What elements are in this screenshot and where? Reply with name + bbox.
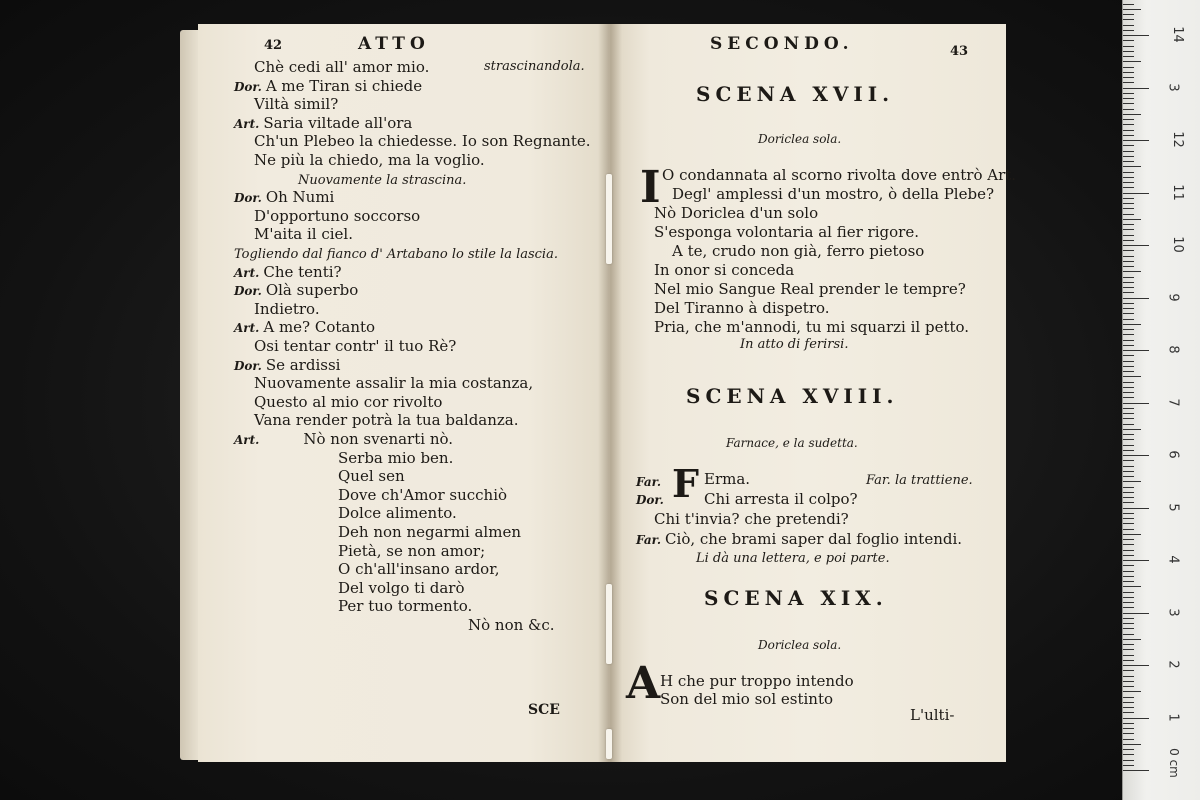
ruler-tick — [1123, 329, 1134, 330]
ruler-tick — [1123, 513, 1134, 514]
ruler-number: 12 — [1169, 131, 1185, 148]
scene-18-title: SCENA XVIII. — [686, 384, 899, 408]
left-line — [338, 504, 457, 522]
ruler-tick — [1123, 413, 1134, 414]
line-text: M'aita il ciel. — [254, 225, 353, 244]
left-line — [254, 132, 591, 150]
open-book — [180, 24, 1017, 762]
ruler-tick — [1123, 670, 1134, 671]
ruler-tick — [1123, 450, 1134, 451]
ruler-tick — [1123, 177, 1134, 178]
scene-18-line-2 — [636, 490, 668, 509]
ruler-tick — [1123, 46, 1134, 47]
left-page — [198, 24, 610, 762]
ruler-tick — [1123, 754, 1134, 755]
ruler-tick — [1123, 544, 1134, 545]
ruler-tick — [1123, 576, 1134, 577]
ruler-tick — [1123, 61, 1141, 62]
speaker-label: Dor. — [234, 284, 262, 299]
ruler-tick — [1123, 707, 1134, 708]
speaker-label: Far. — [636, 475, 662, 489]
ruler-tick — [1123, 256, 1134, 257]
ruler-tick — [1123, 481, 1141, 482]
ruler-tick — [1123, 529, 1134, 530]
ruler-tick — [1123, 56, 1134, 57]
ruler-tick — [1123, 723, 1134, 724]
ruler-tick — [1123, 77, 1134, 78]
ruler-tick — [1123, 550, 1134, 551]
ruler-tick — [1123, 140, 1149, 141]
left-catchword: SCE — [528, 702, 560, 718]
line-text: Dove ch'Amor succhiò — [338, 485, 508, 504]
ruler-tick — [1123, 313, 1134, 314]
ruler-tick — [1123, 623, 1134, 624]
line-text: Chè cedi all' amor mio. — [254, 58, 430, 76]
left-line — [254, 225, 353, 243]
line-text: Che tenti? — [263, 262, 342, 281]
left-line — [234, 263, 342, 282]
line-text: Nò non svenarti nò. — [303, 430, 454, 448]
ruler-tick — [1123, 681, 1134, 682]
left-line — [254, 393, 442, 411]
ruler-tick — [1123, 408, 1134, 409]
scene-17-line: Del Tiranno à dispetro. — [654, 299, 830, 317]
ruler-tick — [1123, 728, 1134, 729]
ruler-tick — [1123, 98, 1134, 99]
left-line — [234, 318, 375, 337]
left-line — [254, 151, 485, 169]
ruler-tick — [1123, 345, 1134, 346]
ruler-tick — [1123, 287, 1134, 288]
ruler-tick — [1123, 392, 1134, 393]
speaker-label: Far. — [636, 533, 662, 547]
ruler-tick — [1123, 760, 1134, 761]
ruler-tick — [1123, 361, 1134, 362]
ruler-number: 6 — [1165, 450, 1181, 459]
scene-18-line-4 — [636, 530, 962, 549]
ruler-tick — [1123, 182, 1134, 183]
scene-18-dropcap: F — [672, 461, 699, 506]
ruler-tick — [1123, 502, 1134, 503]
ruler-tick — [1123, 466, 1134, 467]
scene-18-stage-1: Far. la trattiene. — [866, 473, 973, 488]
ruler-tick — [1123, 9, 1141, 10]
ruler-number: 8 — [1165, 345, 1181, 354]
ruler-tick — [1123, 172, 1134, 173]
scene-18-stage-2: Li dà una lettera, e poi parte. — [696, 551, 890, 566]
ruler-tick — [1123, 82, 1134, 83]
line-text: Nuovamente la strascina. — [298, 172, 467, 188]
ruler-number: 7 — [1165, 397, 1181, 407]
ruler-tick — [1123, 88, 1149, 89]
ruler-tick — [1123, 103, 1134, 104]
ruler-tick — [1123, 266, 1134, 267]
left-line — [254, 300, 320, 318]
line-text: Ciò, che brami saper dal foglio intendi. — [665, 530, 963, 548]
ruler-number: 2 — [1165, 660, 1181, 669]
ruler-tick — [1123, 93, 1134, 94]
left-line — [254, 207, 420, 225]
left-line — [338, 486, 507, 504]
left-line — [234, 430, 453, 449]
left-line — [234, 244, 558, 264]
line-text: Quel sen — [338, 467, 405, 486]
left-line — [234, 281, 358, 300]
scene-17-dropcap: I — [640, 162, 661, 213]
ruler-tick — [1123, 571, 1134, 572]
ruler-tick — [1123, 492, 1134, 493]
ruler-tick — [1123, 434, 1134, 435]
ruler-tick — [1123, 628, 1134, 629]
ruler-tick — [1123, 429, 1141, 430]
ruler-tick — [1123, 697, 1134, 698]
ruler-tick — [1123, 387, 1134, 388]
ruler-tick — [1123, 382, 1134, 383]
ruler-tick — [1123, 72, 1134, 73]
ruler-tick — [1123, 240, 1134, 241]
ruler-tick — [1123, 219, 1141, 220]
stage-direction: strascinandola. — [484, 59, 585, 74]
ruler-tick — [1123, 686, 1134, 687]
line-text: Serba mio ben. — [338, 448, 454, 467]
line-text: Togliendo dal fianco d' Artabano lo stile la lascia. — [234, 247, 558, 262]
ruler-tick — [1123, 334, 1134, 335]
ruler-number: 14 — [1169, 26, 1185, 43]
ruler-tick — [1123, 460, 1134, 461]
ruler-tick — [1123, 397, 1134, 398]
ruler-tick — [1123, 161, 1134, 162]
line-text: Pietà, se non amor; — [338, 541, 486, 560]
ruler-tick — [1123, 198, 1134, 199]
speaker-label: Dor. — [234, 358, 262, 373]
speaker-label: Dor. — [636, 493, 664, 507]
ruler-tick — [1123, 151, 1134, 152]
ruler-tick — [1123, 109, 1134, 110]
scene-17-line: In onor si conceda — [654, 261, 795, 279]
ruler-tick — [1123, 19, 1134, 20]
ruler-tick — [1123, 739, 1134, 740]
scene-17-line: Pria, che m'annodi, tu mi squarzi il petto. — [654, 318, 970, 336]
ruler-tick — [1123, 555, 1134, 556]
line-text: Nò non &c. — [468, 616, 555, 634]
scene-17-line: Nò Doriclea d'un solo — [654, 204, 819, 222]
ruler-tick — [1123, 539, 1134, 540]
ruler-tick — [1123, 403, 1149, 404]
ruler-tick — [1123, 30, 1134, 31]
line-text: Per tuo tormento. — [338, 597, 473, 616]
line-text: Indietro. — [254, 299, 320, 318]
line-text: O ch'all'insano ardor, — [338, 560, 500, 579]
scene-19-line-2: Son del mio sol estinto — [660, 690, 834, 708]
line-text: A me Tiran si chiede — [265, 76, 423, 95]
ruler-tick — [1123, 67, 1134, 68]
left-line — [254, 374, 533, 392]
line-text: Questo al mio cor rivolto — [254, 392, 443, 411]
left-line — [234, 188, 334, 207]
line-text: Viltà simil? — [254, 95, 339, 114]
ruler-tick — [1123, 508, 1149, 509]
ruler-tick — [1123, 613, 1149, 614]
speaker-label: Art. — [234, 265, 260, 280]
left-line — [338, 449, 453, 467]
scene-18-line-1 — [636, 472, 665, 491]
ruler-tick — [1123, 308, 1134, 309]
ruler-tick — [1123, 439, 1134, 440]
ruler-tick — [1123, 518, 1134, 519]
ruler-tick — [1123, 718, 1149, 719]
speaker-label: Art. — [234, 116, 260, 131]
ruler-tick — [1123, 271, 1141, 272]
ruler-tick — [1123, 639, 1141, 640]
ruler-tick — [1123, 691, 1141, 692]
ruler-tick — [1123, 565, 1134, 566]
ruler-tick — [1123, 618, 1134, 619]
ruler-tick — [1123, 298, 1149, 299]
scene-18-subtitle: Farnace, e la sudetta. — [726, 436, 858, 450]
ruler-tick — [1123, 224, 1134, 225]
ruler-tick — [1123, 130, 1134, 131]
speaker-label: Dor. — [234, 191, 262, 206]
right-catchword: L'ulti- — [910, 706, 955, 724]
ruler-tick — [1123, 586, 1141, 587]
ruler-tick — [1123, 187, 1134, 188]
line-text: Ch'un Plebeo la chiedesse. Io son Regnante. — [254, 132, 591, 151]
left-line — [338, 523, 521, 541]
left-line — [234, 356, 340, 375]
line-text: Oh Numi — [265, 188, 335, 207]
left-line — [338, 597, 472, 615]
line-text: Vana render potrà la tua baldanza. — [254, 411, 519, 430]
ruler-tick — [1123, 229, 1134, 230]
ruler-tick — [1123, 592, 1134, 593]
ruler-tick — [1123, 135, 1134, 136]
ruler-tick — [1123, 4, 1134, 5]
ruler-number: 1 — [1165, 712, 1181, 722]
binding-stitch — [606, 584, 612, 664]
ruler-tick — [1123, 523, 1134, 524]
ruler-tick — [1123, 203, 1134, 204]
ruler-number: 3 — [1165, 82, 1181, 92]
left-line — [234, 77, 422, 96]
ruler-number: 11 — [1169, 183, 1185, 201]
ruler-tick — [1123, 418, 1134, 419]
ruler-tick — [1123, 634, 1134, 635]
speaker-label: Art. — [234, 321, 260, 336]
left-line — [254, 95, 338, 113]
ruler-number: 10 — [1169, 236, 1185, 253]
ruler-tick — [1123, 51, 1134, 52]
scene-19-title: SCENA XIX. — [704, 586, 888, 610]
ruler-tick — [1123, 534, 1141, 535]
ruler-tick — [1123, 277, 1134, 278]
ruler-tick — [1123, 303, 1134, 304]
speaker-label: Dor. — [234, 79, 262, 94]
scene-18-line-2-text: Chi arresta il colpo? — [704, 490, 858, 508]
left-line — [254, 411, 519, 429]
scene-18-line-3: Chi t'invia? che pretendi? — [654, 510, 849, 528]
left-line — [338, 542, 485, 560]
ruler-tick — [1123, 235, 1134, 236]
ruler-tick — [1123, 765, 1134, 766]
ruler-tick — [1123, 292, 1134, 293]
scene-17-line: O condannata al scorno rivolta dove entrò Art. — [662, 166, 1017, 184]
scene-18-line-1-text: Erma. — [704, 470, 751, 488]
ruler-tick — [1123, 676, 1134, 677]
ruler-tick — [1123, 487, 1134, 488]
ruler-tick — [1123, 245, 1149, 246]
ruler-tick — [1123, 208, 1134, 209]
ruler-tick — [1123, 355, 1134, 356]
ruler-number: 5 — [1165, 502, 1181, 512]
ruler-tick — [1123, 560, 1149, 561]
scene-17-title: SCENA XVII. — [696, 82, 895, 106]
ruler-number: 3 — [1165, 607, 1181, 617]
left-line — [468, 616, 555, 634]
ruler-tick — [1123, 250, 1134, 251]
line-text: Dolce alimento. — [338, 504, 457, 523]
ruler-tick — [1123, 25, 1134, 26]
ruler-tick — [1123, 376, 1141, 377]
ruler-tick — [1123, 471, 1134, 472]
right-page — [610, 24, 1017, 762]
ruler-number: 9 — [1165, 292, 1181, 302]
ruler-tick — [1123, 702, 1134, 703]
scene-19-subtitle: Doriclea sola. — [758, 638, 842, 652]
left-line — [338, 560, 500, 578]
scene-17-stage: In atto di ferirsi. — [740, 337, 849, 352]
ruler-tick — [1123, 114, 1141, 115]
ruler-tick — [1123, 424, 1134, 425]
ruler-tick — [1123, 261, 1134, 262]
ruler-tick — [1123, 644, 1134, 645]
ruler-tick — [1123, 497, 1134, 498]
ruler-tick — [1123, 366, 1134, 367]
ruler-tick — [1123, 649, 1134, 650]
scene-17-line: Nel mio Sangue Real prender le tempre? — [654, 280, 966, 298]
ruler-tick — [1123, 40, 1134, 41]
ruler-number: 4 — [1165, 555, 1181, 564]
line-text: Nuovamente assalir la mia costanza, — [254, 374, 534, 393]
ruler-tick — [1123, 602, 1134, 603]
ruler-tick — [1123, 35, 1149, 36]
left-line — [338, 467, 405, 485]
ruler-tick — [1123, 476, 1134, 477]
speaker-label: Art. — [234, 433, 260, 447]
scene-17-subtitle: Doriclea sola. — [758, 132, 842, 146]
ruler-tick — [1123, 744, 1141, 745]
ruler-unit: 0 cm — [1166, 748, 1181, 778]
line-text: Deh non negarmi almen — [338, 523, 521, 541]
ruler-tick — [1123, 145, 1134, 146]
ruler-tick — [1123, 282, 1134, 283]
left-line — [254, 58, 585, 76]
ruler-tick — [1123, 371, 1134, 372]
line-text: Del volgo ti darò — [338, 578, 465, 597]
right-page-header: SECONDO. — [710, 34, 854, 54]
scene-17-line: S'esponga volontaria al fier rigore. — [654, 223, 919, 241]
line-text: A me? Cotanto — [263, 318, 376, 337]
left-line — [298, 170, 466, 190]
binding-stitch — [606, 729, 612, 759]
left-line — [338, 579, 465, 597]
ruler-tick — [1123, 655, 1134, 656]
ruler-tick — [1123, 193, 1149, 194]
ruler-tick — [1123, 770, 1149, 771]
ruler-tick — [1123, 156, 1134, 157]
left-line — [234, 114, 412, 133]
line-text: Se ardissi — [265, 355, 341, 374]
ruler-tick — [1123, 119, 1134, 120]
line-text: Olà superbo — [265, 281, 359, 300]
ruler-tick — [1123, 660, 1134, 661]
measurement-ruler — [1122, 0, 1200, 800]
ruler-tick — [1123, 597, 1134, 598]
scene-17-line: Degl' amplessi d'un mostro, ò della Plebe? — [672, 185, 995, 203]
ruler-tick — [1123, 324, 1141, 325]
ruler-tick — [1123, 319, 1134, 320]
right-page-number: 43 — [950, 44, 969, 59]
binding-stitch — [606, 174, 612, 264]
ruler-tick — [1123, 340, 1134, 341]
ruler-tick — [1123, 166, 1141, 167]
line-text: Osi tentar contr' il tuo Rè? — [254, 337, 457, 355]
ruler-tick — [1123, 665, 1149, 666]
ruler-tick — [1123, 124, 1134, 125]
left-line — [254, 337, 456, 355]
line-text: D'opportuno soccorso — [254, 206, 421, 225]
left-page-header: ATTO — [358, 34, 430, 54]
ruler-tick — [1123, 350, 1149, 351]
ruler-tick — [1123, 14, 1134, 15]
ruler-tick — [1123, 607, 1134, 608]
ruler-tick — [1123, 733, 1134, 734]
ruler-tick — [1123, 749, 1134, 750]
scene-19-line-1: H che pur troppo intendo — [660, 672, 854, 690]
scene-17-line: A te, crudo non già, ferro pietoso — [672, 242, 925, 260]
left-page-number: 42 — [264, 38, 283, 53]
ruler-tick — [1123, 214, 1134, 215]
ruler-tick — [1123, 445, 1134, 446]
line-text: Ne più la chiedo, ma la voglio. — [254, 151, 485, 169]
scene-19-dropcap: A — [626, 658, 661, 709]
ruler-tick — [1123, 712, 1134, 713]
line-text: Saria viltade all'ora — [263, 113, 413, 132]
ruler-tick — [1123, 455, 1149, 456]
ruler-tick — [1123, 581, 1134, 582]
